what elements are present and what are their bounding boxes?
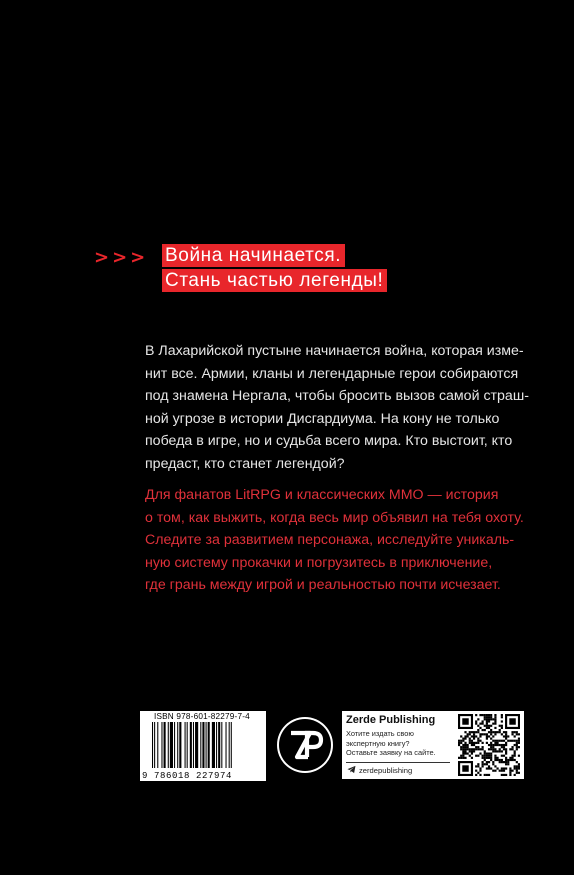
qr-code-icon [458,714,520,776]
barcode-icon [152,722,262,768]
description-line: под знамена Нергала, чтобы бросить вызов самой страш- [145,388,529,404]
description-paragraph [145,340,535,475]
barcode-digits: 9 786018 227974 [142,771,233,781]
publisher-divider [346,762,450,763]
promo-line: о том, как выжить, когда весь мир объявил на тебя охоту. [145,509,524,526]
chevrons-icon: >>> [94,247,149,268]
promo-line: Следите за развитием персонажа, исследуйте уникаль- [145,532,515,548]
promo-line: где грань между игрой и реальностью почти исчезает. [145,577,501,593]
zerde-logo-icon [277,717,333,773]
description-line: нит все. Армии, кланы и легендарные герои собираются [145,365,519,382]
telegram-icon [347,765,356,774]
description-line: победа в игре, но и судьба всего мира. Кто выстоит, кто [145,433,513,449]
description-line: предаст, кто станет легендой? [145,455,345,472]
publisher-text-line: Оставьте заявку на сайте. [346,748,436,758]
publisher-text-line: экспертную книгу? [346,738,410,748]
promo-paragraph [145,484,535,597]
publisher-name: Zerde Publishing [346,714,436,726]
publisher-box [342,711,524,779]
isbn-barcode [140,711,266,781]
promo-line: Для фанатов LitRPG и классических MMO — история [145,487,499,503]
publisher-text [346,729,436,758]
description-line: ной угрозе в истории Дисгардиума. На кону не только [145,410,500,427]
isbn-label: ISBN 978-601-82279-7-4 [154,712,250,721]
tagline-line-1: Война начинается. [162,244,345,267]
promo-line: ную систему прокачки и погрузитесь в приключение, [145,554,493,571]
telegram-handle: zerdepublishing [359,766,413,775]
description-line: В Лахарийской пустыне начинается война, которая изме- [145,343,524,359]
tagline-line-2: Стань частью легенды! [162,269,387,292]
publisher-text-line: Хотите издать свою [346,729,414,738]
